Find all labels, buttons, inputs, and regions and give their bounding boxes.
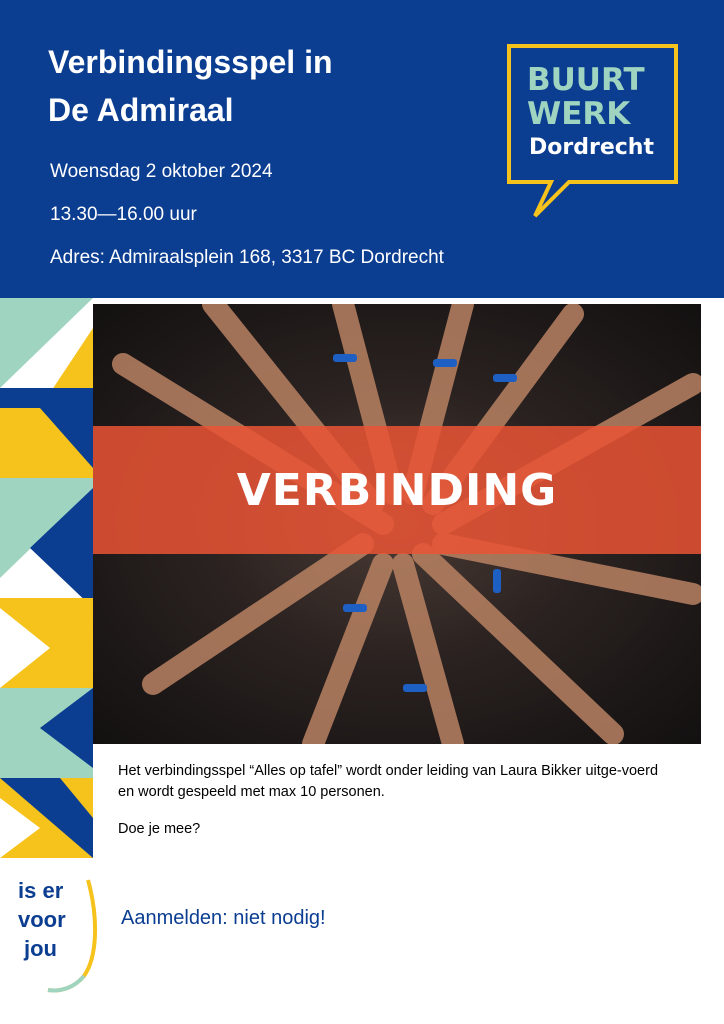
buurtwerk-logo bbox=[505, 42, 680, 220]
title-banner bbox=[93, 426, 701, 554]
tagline-line-2: voor bbox=[18, 907, 66, 932]
banner-text: VERBINDING bbox=[236, 464, 558, 516]
participation-question: Doe je mee? bbox=[118, 821, 201, 837]
logo-line-2: WERK bbox=[527, 96, 631, 132]
logo-line-3: Dordrecht bbox=[529, 135, 654, 160]
tagline-line-1: is er bbox=[18, 878, 64, 903]
decorative-chevron-pattern bbox=[0, 298, 93, 858]
event-date: Woensdag 2 oktober 2024 bbox=[50, 161, 273, 182]
tagline bbox=[18, 876, 98, 963]
page-title bbox=[48, 38, 488, 134]
header-band bbox=[0, 0, 724, 298]
event-address: Adres: Admiraalsplein 168, 3317 BC Dordrecht bbox=[50, 247, 444, 268]
hands-together-photo bbox=[93, 304, 701, 744]
registration-note: Aanmelden: niet nodig! bbox=[121, 907, 326, 929]
event-time: 13.30—16.00 uur bbox=[50, 204, 197, 225]
event-description: Het verbindingsspel “Alles op tafel” wordt onder leiding van Laura Bikker uitge-voerd en wordt gespeeld met max 10 personen. bbox=[118, 763, 659, 800]
tagline-line-3: jou bbox=[24, 936, 57, 961]
logo-line-1: BUURT bbox=[527, 62, 645, 98]
title-line-2: De Admiraal bbox=[48, 92, 234, 128]
title-line-1: Verbindingsspel in bbox=[48, 44, 333, 80]
